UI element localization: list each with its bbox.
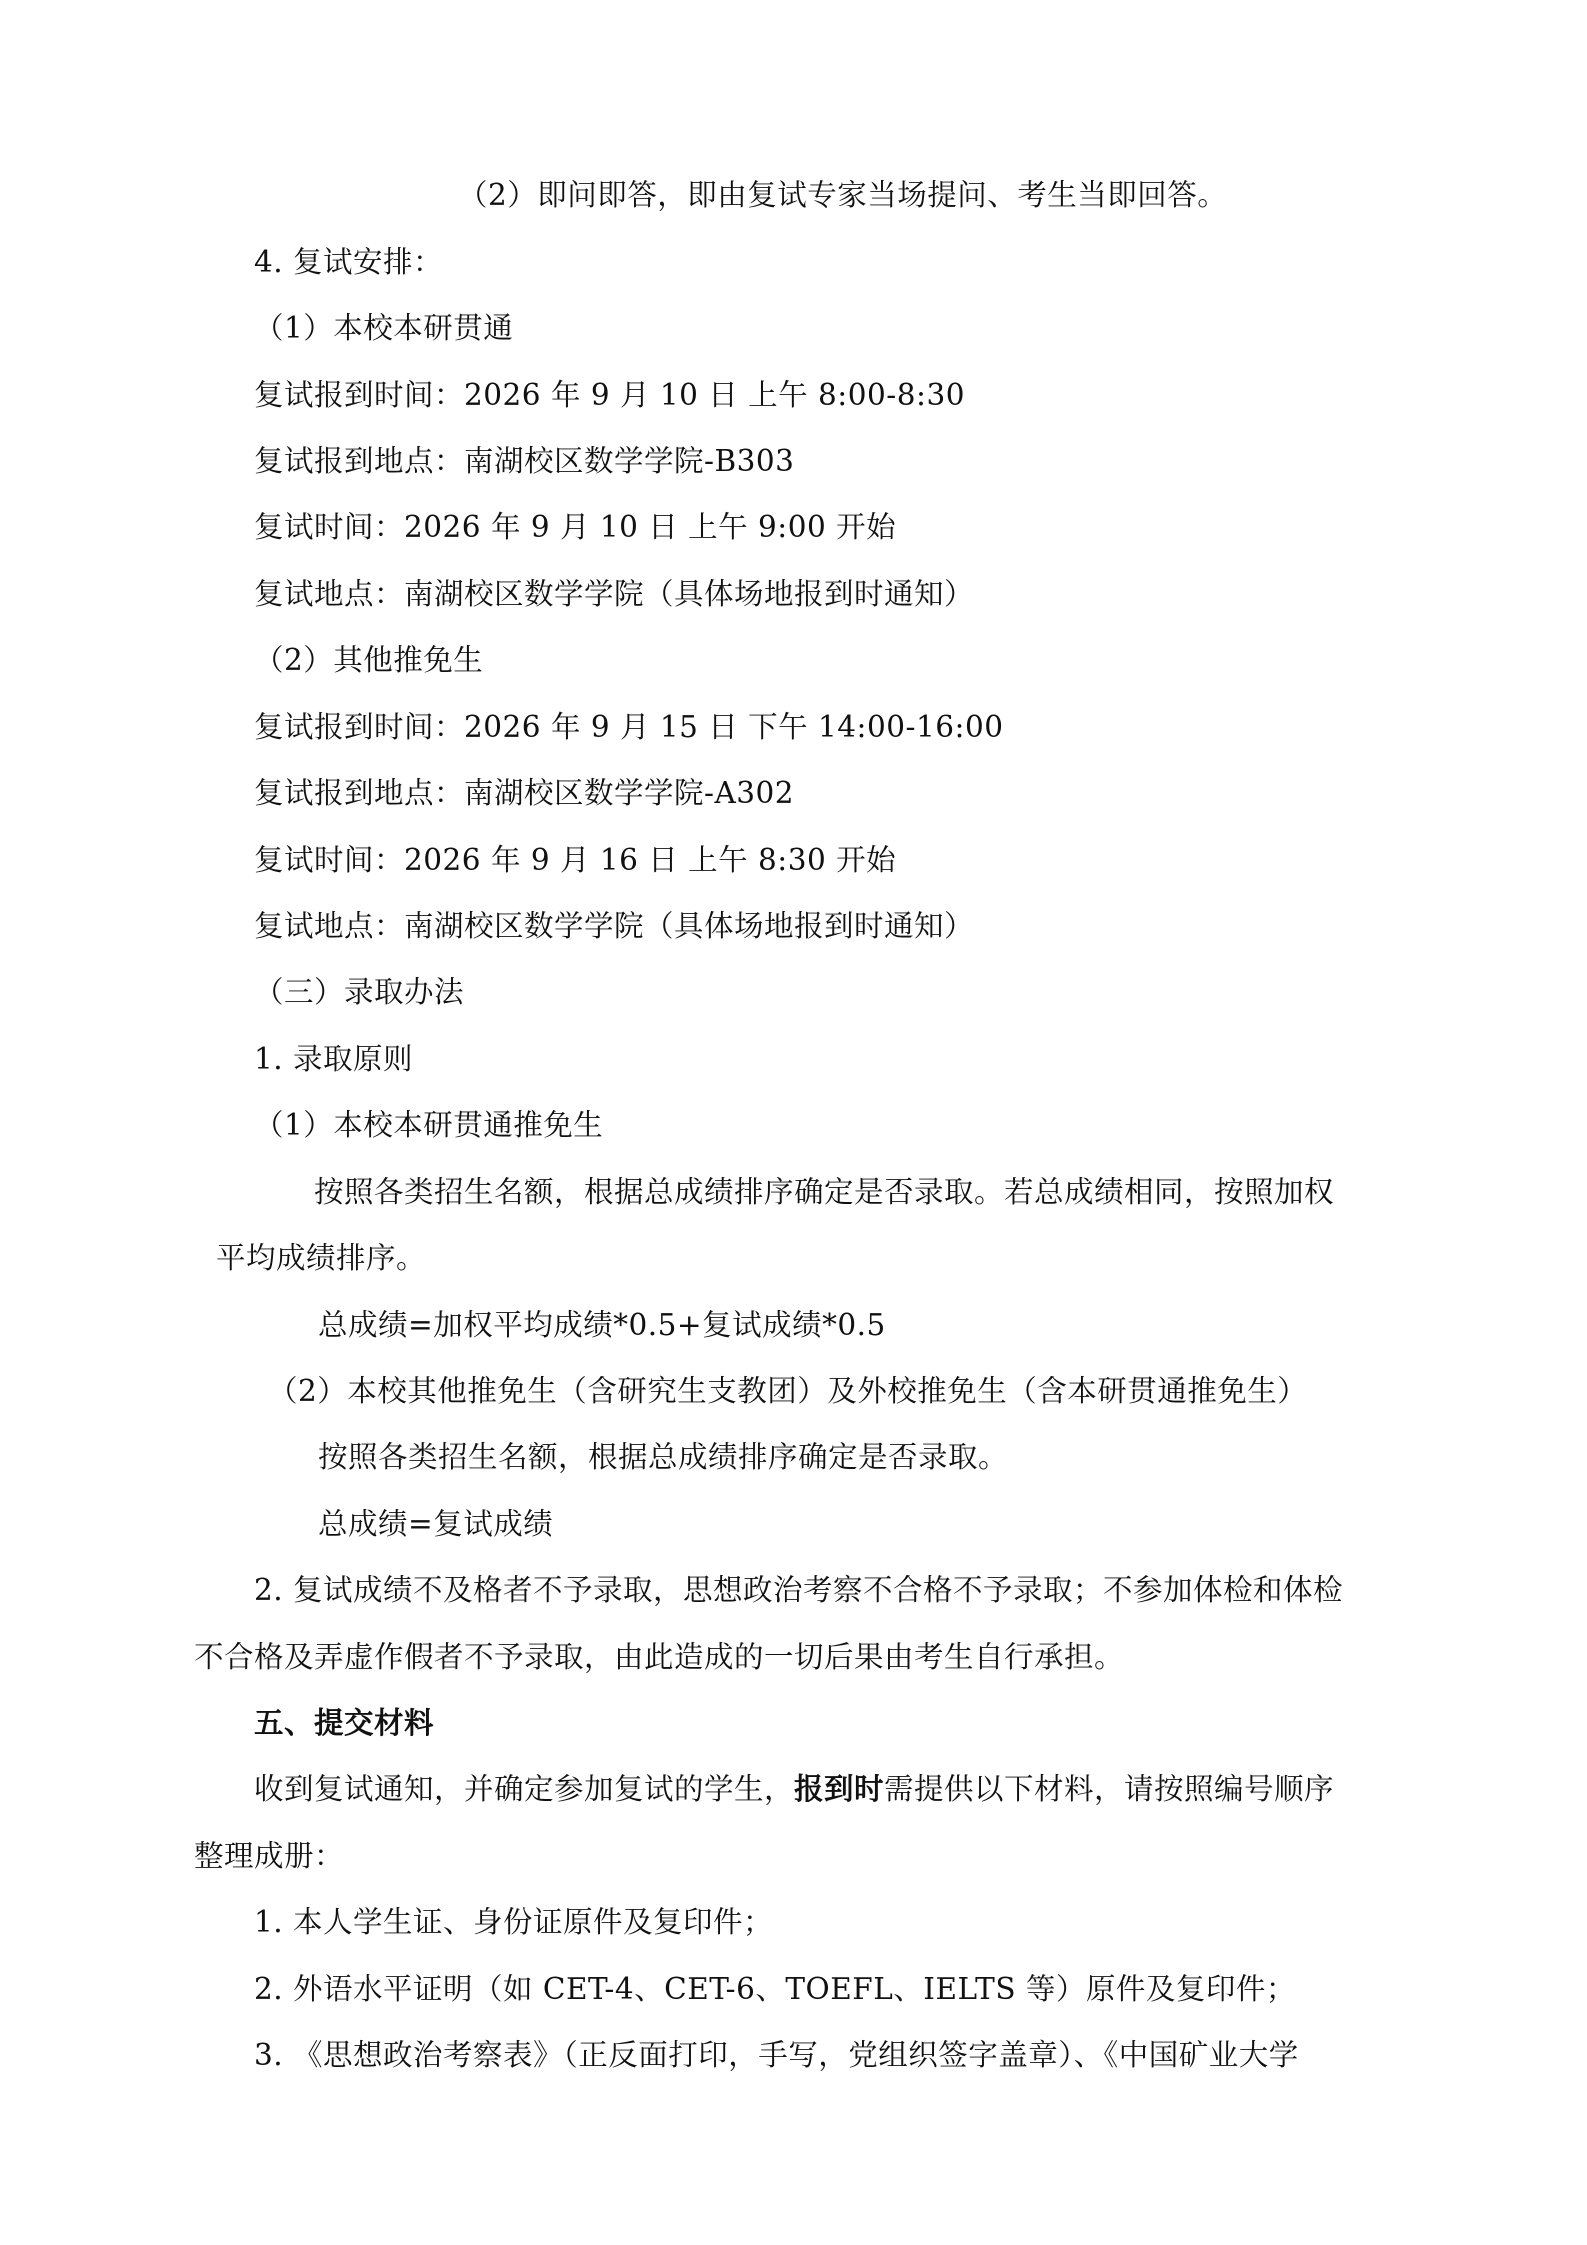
- text-line: 2. 复试成绩不及格者不予录取，思想政治考察不合格不予录取；不参加体检和体检: [254, 1573, 1344, 1607]
- materials-intro-after: 需提供以下材料，请按照编号顺序: [884, 1772, 1335, 1806]
- text-line: 复试报到时间：2026 年 9 月 15 日 下午 14:00-16:00: [254, 710, 1004, 744]
- materials-intro-before: 收到复试通知，并确定参加复试的学生，: [254, 1772, 795, 1806]
- formula-line: 总成绩=复试成绩: [318, 1507, 554, 1541]
- text-line: 复试时间：2026 年 9 月 10 日 上午 9:00 开始: [254, 510, 897, 544]
- list-item: 3. 《思想政治考察表》（正反面打印，手写，党组织签字盖章）、《中国矿业大学: [254, 2038, 1299, 2072]
- text-line: 复试时间：2026 年 9 月 16 日 上午 8:30 开始: [254, 843, 897, 877]
- section-heading: （三）录取办法: [254, 975, 465, 1009]
- text-line: 按照各类招生名额，根据总成绩排序确定是否录取。: [318, 1440, 1009, 1474]
- materials-intro-emphasis: 报到时: [794, 1771, 885, 1806]
- text-line: 平均成绩排序。: [216, 1241, 427, 1275]
- text-line: 复试地点：南湖校区数学学院（具体场地报到时通知）: [254, 909, 975, 943]
- section-heading: 五、提交材料: [254, 1705, 435, 1740]
- subsection-heading: （1）本校本研贯通推免生: [254, 1108, 604, 1142]
- section-heading: 4. 复试安排：: [254, 245, 444, 279]
- subsection-heading: （2）本校其他推免生（含研究生支教团）及外校推免生（含本研贯通推免生）: [268, 1374, 1308, 1408]
- text-line: 整理成册：: [194, 1839, 345, 1873]
- list-item: 1. 本人学生证、身份证原件及复印件；: [254, 1905, 774, 1939]
- text-line: （2）即问即答，即由复试专家当场提问、考生当即回答。: [458, 178, 1228, 212]
- text-line: 复试报到时间：2026 年 9 月 10 日 上午 8:00-8:30: [254, 378, 965, 412]
- text-line: 不合格及弄虚作假者不予录取，由此造成的一切后果由考生自行承担。: [194, 1640, 1125, 1674]
- text-line: 复试报到地点：南湖校区数学学院-A302: [254, 776, 795, 810]
- text-line: 复试地点：南湖校区数学学院（具体场地报到时通知）: [254, 577, 975, 611]
- formula-line: 总成绩=加权平均成绩*0.5+复试成绩*0.5: [318, 1308, 886, 1342]
- subsection-heading: （2）其他推免生: [254, 643, 484, 677]
- subsection-heading: （1）本校本研贯通: [254, 311, 514, 345]
- text-line: 按照各类招生名额，根据总成绩排序确定是否录取。若总成绩相同，按照加权: [314, 1175, 1335, 1209]
- list-item: 2. 外语水平证明（如 CET-4、CET-6、TOEFL、IELTS 等）原件及复印件；: [254, 1972, 1296, 2006]
- text-line: 复试报到地点：南湖校区数学学院-B303: [254, 444, 795, 478]
- materials-intro: [254, 1769, 1334, 1809]
- section-heading: 1. 录取原则: [254, 1042, 414, 1076]
